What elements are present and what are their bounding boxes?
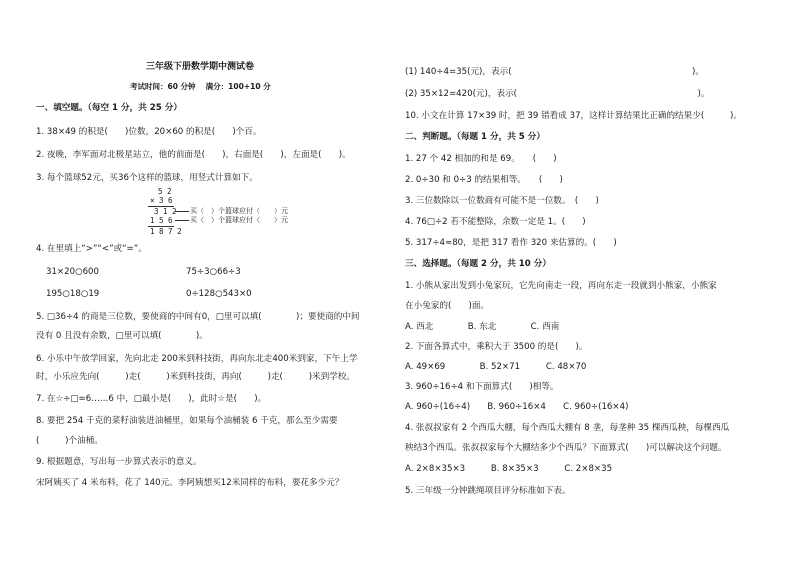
section-fill-blank-heading: 一、填空题。（每空 1 分，共 25 分）	[36, 103, 182, 113]
choice-2-options: A. 49×69 B. 52×71 C. 48×70	[405, 362, 587, 372]
judge-2: 2. 0÷30 和 0÷3 的结果相等。 ( )	[405, 175, 563, 185]
calc-arrow-2	[175, 220, 189, 221]
section-choice-heading: 三、选择题。（每题 2 分，共 10 分）	[405, 259, 551, 269]
choice-3-options: A. 960÷(16÷4) B. 960÷16×4 C. 960÷(16×4)	[405, 402, 629, 412]
question-8-line-1: 8. 要把 254 千克的菜籽油装进油桶里，如果每个油桶装 6 千克，那么至少需要	[36, 416, 338, 426]
judge-4: 4. 76□÷2 若不能整除，余数一定是 1。( )	[405, 217, 586, 227]
calc-row-1: 5 2	[158, 187, 172, 196]
question-4b: 75÷3○66÷3	[186, 267, 241, 277]
question-5-line-2: 没有 0 且没有余数，□里可以填( )。	[36, 331, 208, 341]
calc-arrow-1	[175, 211, 189, 212]
choice-1-options: A. 西北 B. 东北 C. 西南	[405, 322, 560, 332]
q9-part-1: (1) 140÷4=35(元)，表示( )。	[405, 67, 704, 77]
exam-info: 考试时间：60 分钟 满分：100+10 分	[130, 82, 271, 91]
question-1: 1. 38×49 的积是( )位数，20×60 的积是( )个百。	[36, 127, 262, 137]
question-9: 9. 根据题意，写出每一步算式表示的意义。	[36, 457, 202, 467]
question-9-context: 宋阿姨买了 4 米布料，花了 140元。李阿姨想买12米同样的布料，要花多少元？	[36, 478, 344, 488]
page-title: 三年级下册数学期中测试卷	[146, 62, 255, 72]
choice-2: 2. 下面各算式中，乘积大于 3500 的是( )。	[405, 342, 588, 352]
judge-5: 5. 317÷4≈80，是把 317 看作 320 来估算的。( )	[405, 238, 617, 248]
question-8-line-2: ( )个油桶。	[36, 436, 103, 446]
q9-part-2: (2) 35×12=420(元)，表示( )。	[405, 89, 710, 99]
calc-note-2: 买（ ）个篮球应付（ ）元	[190, 216, 288, 224]
choice-4-options: A. 2×8×35×3 B. 8×35×3 C. 2×8×35	[405, 464, 613, 474]
calc-row-4: 1 5 6	[150, 216, 173, 225]
question-4a: 31×20○600	[46, 267, 99, 277]
question-6-line-1: 6. 小乐中午放学回家，先向北走 200米到科技街，再向东北走400米到家，下午上学	[36, 354, 358, 364]
section-judge-heading: 二、判断题。（每题 1 分，共 5 分）	[405, 132, 545, 142]
calc-row-5: 1 8 7 2	[150, 227, 182, 236]
choice-1-line-2: 在小兔家的( )面。	[405, 301, 490, 311]
calc-row-3: 3 1 2	[154, 207, 177, 216]
question-2: 2. 夜晚，李军面对北极星站立，他的前面是( )，右面是( )，左面是( )。	[36, 150, 351, 160]
question-7: 7. 在☆÷□=6……6 中，□最小是( )，此时☆是( )。	[36, 394, 267, 404]
question-3: 3. 每个篮球52元，买36个这样的篮球，用竖式计算如下。	[36, 173, 258, 183]
question-6-line-2: 时，小乐应先向( )走( )米到科技街，再向( )走( )米到学校。	[36, 372, 356, 382]
question-4c: 195○18○19	[46, 289, 100, 299]
question-4: 4. 在里填上“>”“<”或“=”。	[36, 244, 147, 254]
choice-1-line-1: 1. 小熊从家出发到小兔家玩，它先向南走一段，再向东走一段就到小熊家，小熊家	[405, 281, 717, 291]
choice-5: 5. 三年级一分钟跳绳项目评分标准如下表。	[405, 486, 571, 496]
judge-3: 3. 三位数除以一位数商有可能不是一位数。 ( )	[405, 196, 599, 206]
choice-3: 3. 960÷16÷4 和下面算式( )相等。	[405, 382, 559, 392]
question-4d: 0÷128○543×0	[186, 289, 252, 299]
question-5-line-1: 5. □36÷4 的商是三位数，要使商的中间有0，□里可以填( )；要使商的中间	[36, 312, 360, 322]
choice-4-line-1: 4. 张叔叔家有 2 个西瓜大棚，每个西瓜大棚有 8 垄，每垄种 35 棵西瓜秧，每棵西瓜	[405, 423, 730, 433]
choice-4-line-2: 秧结3个西瓜。张叔叔家每个大棚结多少个西瓜？下面算式( )可以解决这个问题。	[405, 443, 727, 453]
calc-row-2: × 3 6	[150, 196, 173, 205]
calc-note-1: 买（ ）个篮球应付（ ）元	[190, 207, 288, 215]
question-10: 10. 小文在计算 17×39 时，把 39 错看成 37，这样计算结果比正确的结果少( )。	[405, 111, 742, 121]
judge-1: 1. 27 个 42 相加的和是 69。 ( )	[405, 154, 557, 164]
